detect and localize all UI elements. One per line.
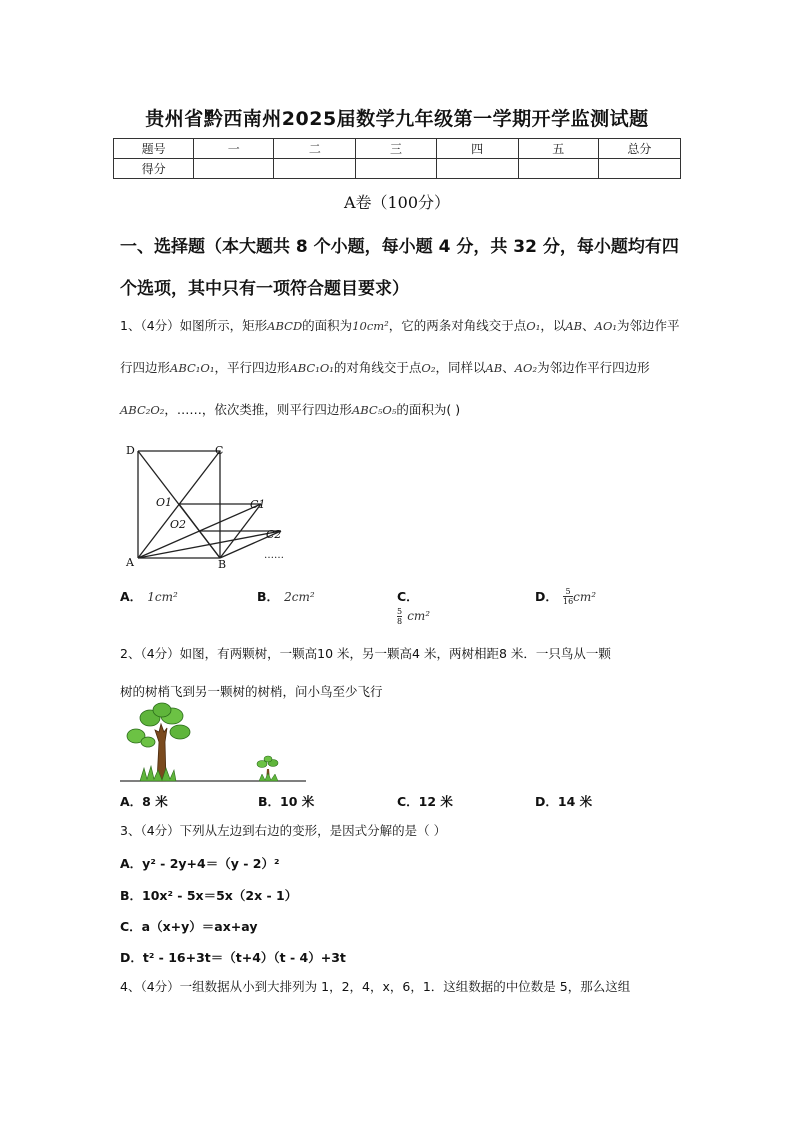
q1-math: 10cm² <box>352 319 389 333</box>
q1-text: 的面积为 <box>302 318 353 333</box>
score-cell[interactable] <box>356 159 436 179</box>
q1-option-d[interactable] <box>535 586 596 606</box>
q1-text: 、 <box>582 318 595 333</box>
q1-text: ，同样以 <box>435 360 486 375</box>
label-a: A <box>126 556 134 569</box>
question-2-text <box>120 635 680 711</box>
q1-math: AO₂ <box>514 361 538 375</box>
tall-tree-icon <box>127 703 190 781</box>
q3-option-d[interactable]: D．t² - 16+3t＝（t+4）（t - 4）+3t <box>120 950 346 965</box>
q1-text: 为邻边作平行四边形 <box>120 318 680 375</box>
score-header-cell: 五 <box>518 139 598 159</box>
q2-option-c[interactable]: C．12 米 <box>397 794 453 809</box>
score-header-cell: 题号 <box>114 139 194 159</box>
q3-option-b[interactable]: B．10x² - 5x＝5x（2x - 1） <box>120 888 298 903</box>
page-title: 贵州省黔西南州2025届数学九年级第一学期开学监测试题 <box>145 108 649 130</box>
q1-text: 的对角线交于点 <box>333 360 422 375</box>
q1-text: ，平行四边形 <box>214 360 290 375</box>
fraction-denominator: 8 <box>397 617 403 626</box>
score-cell[interactable] <box>194 159 274 179</box>
q1-math: ABC₁O₁ <box>289 361 334 375</box>
score-table-score-row <box>114 159 681 179</box>
diagonal-ac2 <box>138 531 281 558</box>
q2-line-1: 2、（4分）如图，有两颗树，一颗高10 米，另一颗高4 米，两树相距8 米．一只鸟从一颗 <box>120 646 611 661</box>
q1-math: AB <box>565 319 583 333</box>
q1-text: ，它的两条对角线交于点 <box>388 318 527 333</box>
fraction <box>397 607 402 626</box>
section-1-heading: 一、选择题（本大题共 8 个小题，每小题 4 分，共 32 分，每小题均有四个选项，其中只有一项符合题目要求） <box>120 237 679 299</box>
q3-option-a[interactable]: A．y² - 2y+4＝（y - 2）² <box>120 856 280 871</box>
q1-option-a[interactable] <box>120 586 178 605</box>
score-cell[interactable] <box>598 159 680 179</box>
option-label: D． <box>535 589 558 604</box>
option-value: 2cm² <box>284 590 315 604</box>
label-o1: O1 <box>156 496 173 509</box>
label-d: D <box>126 444 135 457</box>
fraction <box>563 587 573 606</box>
score-cell[interactable] <box>274 159 356 179</box>
score-header-cell: 一 <box>194 139 274 159</box>
q1-math: ABC₅O₅ <box>351 403 397 417</box>
q1-math: O₂ <box>421 361 436 375</box>
q2-option-a[interactable]: A．8 米 <box>120 794 168 809</box>
score-table <box>113 138 681 179</box>
option-unit: cm² <box>573 590 597 604</box>
label-c2: C2 <box>266 528 282 541</box>
option-label: B． <box>257 589 280 604</box>
q1-math: ABC₂O₂ <box>120 403 165 417</box>
label-c: C <box>215 444 224 457</box>
label-o2: O2 <box>170 518 187 531</box>
q1-text: 为邻边作平行四边形 <box>537 360 650 375</box>
q1-text: 1、（4分）如图所示，矩形 <box>120 318 268 333</box>
q1-text: 的面积为( ) <box>396 402 461 417</box>
q3-option-c[interactable]: C．a（x+y）＝ax+ay <box>120 919 258 934</box>
fraction-denominator: 16 <box>562 597 574 606</box>
q2-line-2: 树的树梢飞到另一颗树的树梢，问小鸟至少飞行 <box>120 684 383 699</box>
question-1-text <box>120 305 680 431</box>
option-label: A． <box>120 589 143 604</box>
score-row-label: 得分 <box>114 159 194 179</box>
q1-parallelogram-figure <box>118 438 303 578</box>
section-a-heading: A卷（100分） <box>343 193 451 212</box>
score-cell[interactable] <box>436 159 518 179</box>
q1-math: AO₁ <box>594 319 617 333</box>
option-value: 1cm² <box>147 590 178 604</box>
label-b: B <box>218 558 227 571</box>
q1-math: ABC₁O₁ <box>170 361 215 375</box>
q1-text: ，以 <box>540 318 566 333</box>
question-4-text: 4、（4分）一组数据从小到大排列为 1，2，4，x，6，1．这组数据的中位数是 5，那么这组 <box>120 979 631 994</box>
question-3-text: 3、（4分）下列从左边到右边的变形，是因式分解的是（ ） <box>120 823 447 838</box>
q1-math: O₁ <box>526 319 541 333</box>
q2-option-b[interactable]: B．10 米 <box>258 794 315 809</box>
q1-text: 、 <box>502 360 515 375</box>
fraction-numerator: 5 <box>397 607 403 616</box>
score-header-cell: 三 <box>356 139 436 159</box>
score-table-header-row <box>114 139 681 159</box>
option-unit: cm² <box>407 609 431 623</box>
score-cell[interactable] <box>518 159 598 179</box>
label-c1: C1 <box>250 498 266 511</box>
q2-trees-figure <box>120 702 306 784</box>
label-ellipsis: …… <box>264 550 284 561</box>
score-header-cell: 二 <box>274 139 356 159</box>
q1-option-c[interactable] <box>397 586 430 626</box>
score-header-cell: 四 <box>436 139 518 159</box>
score-header-cell: 总分 <box>598 139 680 159</box>
short-tree-icon <box>257 756 278 781</box>
fraction-numerator: 5 <box>565 587 571 596</box>
q1-math: AB <box>485 361 503 375</box>
q2-option-d[interactable]: D．14 米 <box>535 794 593 809</box>
q1-option-b[interactable] <box>257 586 315 605</box>
option-label: C． <box>397 589 419 604</box>
q1-text: ，……，依次类推，则平行四边形 <box>164 402 352 417</box>
q1-math: ABCD <box>267 319 303 333</box>
